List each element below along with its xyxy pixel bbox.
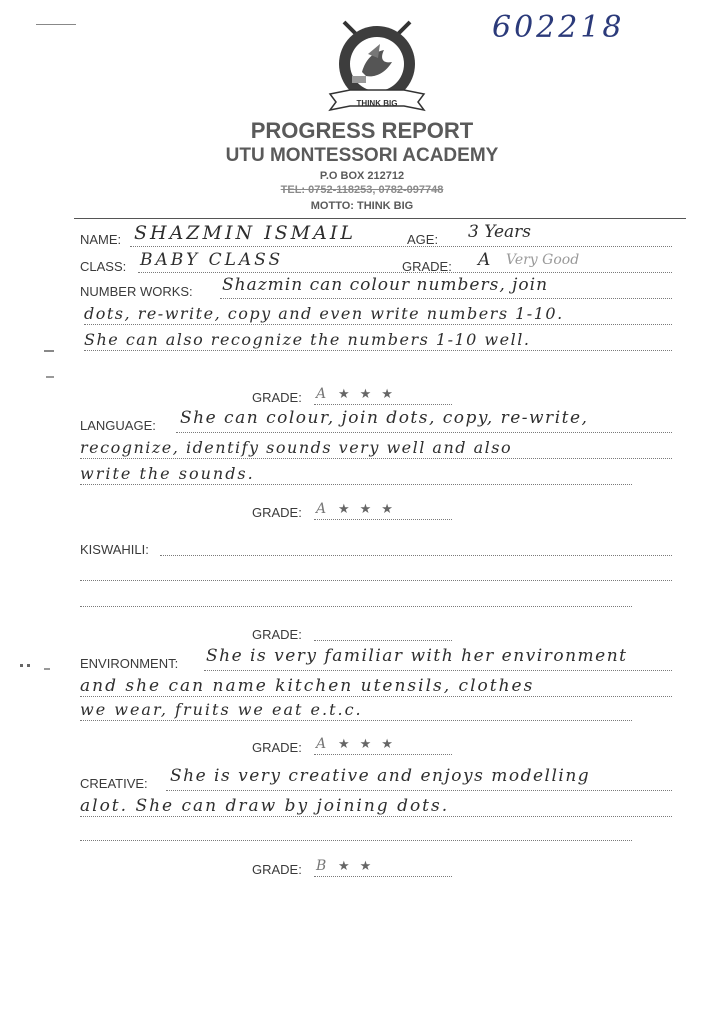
environment-label: ENVIRONMENT:	[80, 656, 179, 671]
dotted-line	[314, 754, 452, 755]
telephone: TEL: 0752-118253, 0782-097748	[280, 184, 444, 196]
scan-speck	[46, 376, 54, 378]
dotted-line	[314, 876, 452, 877]
creative-stars: ★★	[338, 858, 382, 873]
student-class: BABY CLASS	[140, 250, 284, 270]
creative-grade-label: GRADE:	[252, 862, 302, 877]
overall-grade: A	[478, 250, 491, 270]
dotted-line	[220, 298, 672, 299]
language-grade-label: GRADE:	[252, 505, 302, 520]
language-comment-line-3: write the sounds.	[80, 464, 255, 483]
dotted-line	[138, 272, 672, 273]
environment-grade: A	[316, 736, 327, 752]
dotted-line	[80, 458, 672, 459]
creative-label: CREATIVE:	[80, 776, 148, 791]
dotted-line	[80, 720, 632, 721]
number-works-comment-line-2: dots, re-write, copy and even write numbers 1-10.	[84, 304, 564, 323]
dotted-line	[84, 350, 672, 351]
language-stars: ★★★	[338, 501, 403, 516]
class-label: CLASS:	[80, 259, 127, 274]
kiswahili-grade-label: GRADE:	[252, 627, 302, 642]
kiswahili-label: KISWAHILI:	[80, 542, 149, 557]
po-box: P.O BOX 212712	[319, 170, 405, 182]
environment-comment-line-3: we wear, fruits we eat e.t.c.	[80, 700, 363, 719]
dotted-line	[80, 816, 672, 817]
language-grade: A	[316, 501, 327, 517]
motto: MOTTO: THINK BIG	[310, 200, 414, 212]
environment-comment-line-2: and she can name kitchen utensils, clothes	[80, 676, 535, 696]
environment-grade-label: GRADE:	[252, 740, 302, 755]
logo-banner-text: THINK BIG	[356, 99, 398, 108]
dotted-line	[204, 670, 672, 671]
dotted-line	[80, 696, 672, 697]
number-works-label: NUMBER WORKS:	[80, 284, 193, 299]
dotted-line	[130, 246, 672, 247]
language-label: LANGUAGE:	[80, 418, 156, 433]
creative-comment-line-2: alot. She can draw by joining dots.	[80, 796, 450, 816]
student-name: SHAZMIN ISMAIL	[134, 222, 356, 244]
number-works-grade: A	[316, 386, 327, 402]
dotted-line	[166, 790, 672, 791]
scan-speck	[44, 668, 50, 670]
language-comment-line-2: recognize, identify sounds very well and also	[80, 438, 513, 457]
environment-stars: ★★★	[338, 736, 403, 751]
number-works-comment-line-3: She can also recognize the numbers 1-10 well.	[84, 330, 531, 349]
dotted-line	[80, 484, 632, 485]
dotted-line	[80, 840, 632, 841]
name-label: NAME:	[80, 232, 122, 247]
age-label: AGE:	[407, 232, 439, 247]
dotted-line	[314, 404, 452, 405]
dotted-line	[160, 555, 672, 556]
number-works-grade-label: GRADE:	[252, 390, 302, 405]
dotted-line	[314, 640, 452, 641]
grade-label: GRADE:	[402, 259, 452, 274]
scan-mark	[36, 24, 76, 25]
report-title: PROGRESS REPORT	[250, 118, 474, 143]
scan-speck	[44, 350, 54, 352]
creative-comment-line-1: She is very creative and enjoys modelling	[170, 766, 591, 786]
overall-grade-remark: Very Good	[506, 252, 580, 268]
number-works-comment-line-1: Shazmin can colour numbers, join	[222, 275, 549, 295]
school-name: UTU MONTESSORI ACADEMY	[225, 145, 499, 166]
dotted-line	[80, 580, 672, 581]
header-divider	[74, 218, 686, 219]
language-comment-line-1: She can colour, join dots, copy, re-write,	[180, 408, 589, 428]
student-age: 3 Years	[468, 222, 532, 242]
dotted-line	[84, 324, 672, 325]
scan-speck	[20, 664, 30, 667]
dotted-line	[176, 432, 672, 433]
serial-number: 602218	[492, 10, 625, 45]
environment-comment-line-1: She is very familiar with her environment	[206, 646, 628, 666]
number-works-stars: ★★★	[338, 386, 403, 401]
dotted-line	[314, 519, 452, 520]
dotted-line	[80, 606, 632, 607]
creative-grade: B	[316, 858, 327, 874]
